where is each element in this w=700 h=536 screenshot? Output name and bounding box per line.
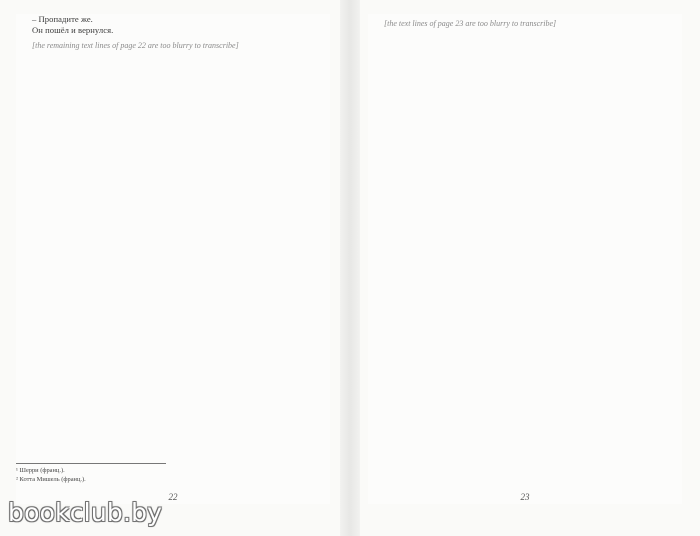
watermark-logo: bookclub.by [8, 498, 163, 527]
text-line: – Пропадите же. [32, 14, 93, 24]
footnote: ² Котта Мишель (франц.). [16, 475, 86, 483]
footnote: ¹ Шерри (франц.). [16, 467, 65, 475]
illegible-text-note: [the remaining text lines of page 22 are too blurry to transcribe] [32, 41, 239, 51]
illegible-text-note: [the text lines of page 23 are too blurry to transcribe] [384, 19, 557, 28]
left-page [16, 14, 330, 504]
book-gutter [340, 0, 360, 536]
page-number: 23 [520, 492, 530, 502]
text-line: Он пошёл и вернулся. [32, 25, 114, 36]
footnotes [16, 463, 166, 484]
page-number: 22 [168, 492, 178, 502]
right-page [368, 14, 682, 504]
